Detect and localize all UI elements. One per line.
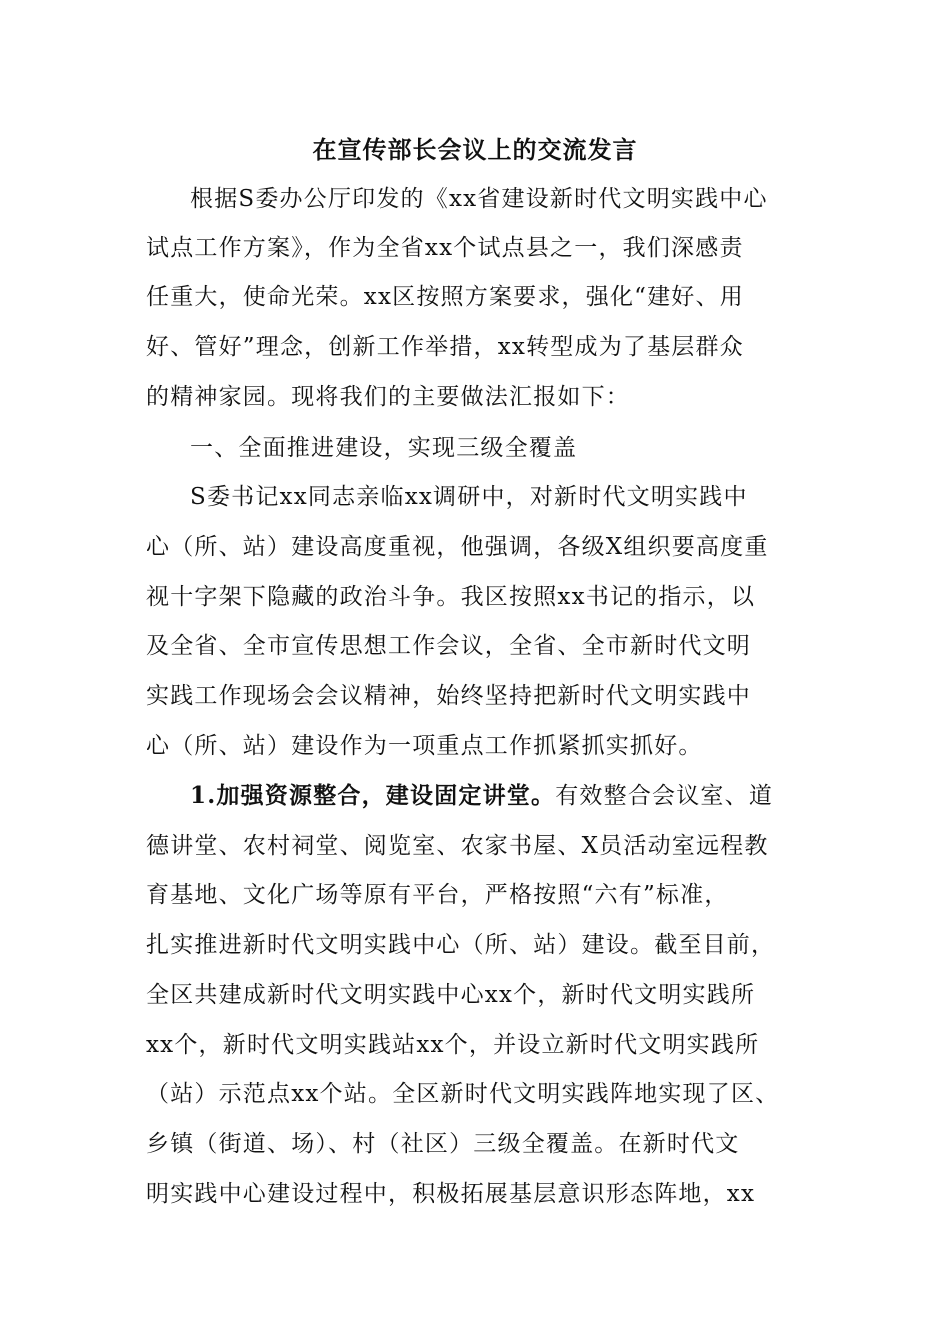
paragraph-line: 明实践中心建设过程中，积极拓展基层意识形态阵地，xx	[146, 1181, 756, 1207]
paragraph-line: 的精神家园。现将我们的主要做法汇报如下：	[146, 384, 630, 410]
subsection-line: 1.加强资源整合，建设固定讲堂。有效整合会议室、道	[190, 782, 774, 809]
paragraph-line: 乡镇（街道、场）、村（社区）三级全覆盖。在新时代文	[146, 1131, 740, 1157]
paragraph-line: 全区共建成新时代文明实践中心xx个，新时代文明实践所	[146, 982, 756, 1008]
paragraph-line: 心（所、站）建设作为一项重点工作抓紧抓实抓好。	[146, 733, 703, 759]
paragraph-line: xx个，新时代文明实践站xx个，并设立新时代文明实践所	[146, 1032, 760, 1058]
paragraph-line: S委书记xx同志亲临xx调研中，对新时代文明实践中	[190, 484, 748, 510]
paragraph-line: 试点工作方案》，作为全省xx个试点县之一，我们深感责	[146, 235, 744, 261]
document-title: 在宣传部长会议上的交流发言	[312, 135, 638, 164]
paragraph-line: 任重大，使命光荣。xx区按照方案要求，强化“建好、用	[146, 284, 744, 310]
paragraph-line: 视十字架下隐藏的政治斗争。我区按照xx书记的指示，以	[146, 584, 756, 610]
paragraph-line: 育基地、文化广场等原有平台，严格按照“六有”标准，	[146, 882, 729, 908]
paragraph-line: （站）示范点xx个站。全区新时代文明实践阵地实现了区、	[146, 1081, 780, 1107]
paragraph-line: 根据S委办公厅印发的《xx省建设新时代文明实践中心	[190, 186, 768, 212]
paragraph-line: 德讲堂、农村祠堂、阅览室、农家书屋、X员活动室远程教	[146, 833, 769, 859]
paragraph-line: 心（所、站）建设高度重视，他强调，各级X组织要高度重	[146, 534, 769, 560]
paragraph-line: 实践工作现场会会议精神，始终坚持把新时代文明实践中	[146, 683, 751, 709]
paragraph-line: 扎实推进新时代文明实践中心（所、站）建设。截至目前，	[146, 932, 776, 958]
subsection-heading: 1.加强资源整合，建设固定讲堂。	[190, 782, 556, 809]
section-heading: 一、全面推进建设，实现三级全覆盖	[190, 435, 578, 461]
paragraph-line: 好、管好”理念，创新工作举措，xx转型成为了基层群众	[146, 334, 744, 360]
paragraph-line: 及全省、全市宣传思想工作会议，全省、全市新时代文明	[146, 633, 751, 659]
